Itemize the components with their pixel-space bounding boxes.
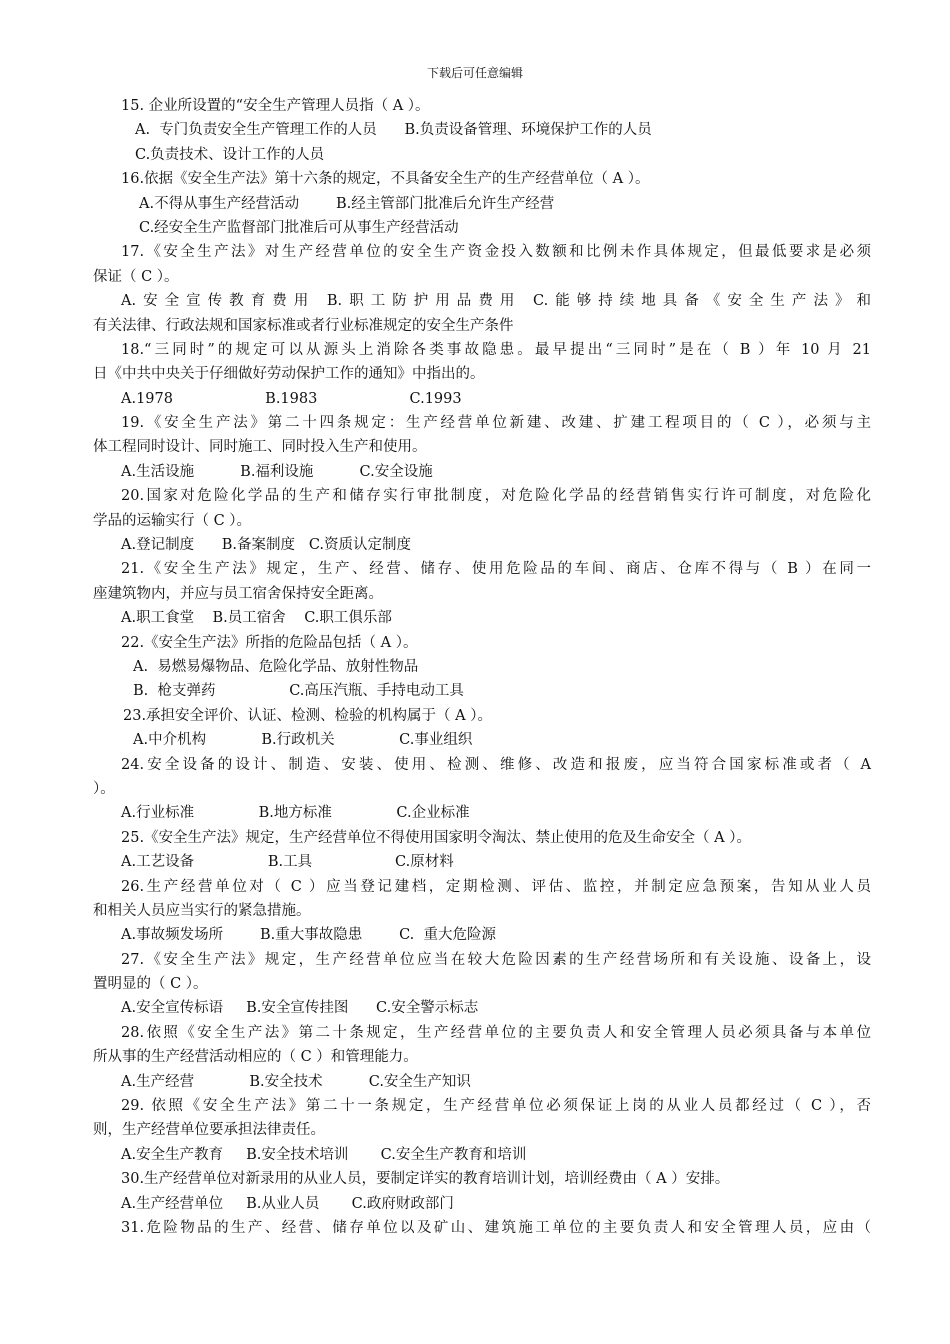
text-line: 26.生产经营单位对（ C ）应当登记建档，定期检测、评估、监控，并制定应急预案，告知从业人员: [121, 878, 871, 895]
text-line: 则，生产经营单位要承担法律责任。: [93, 1122, 325, 1139]
text-line: A.1978 B.1983 C.1993: [121, 390, 462, 407]
text-line: A.职工食堂 B.员工宿舍 C.职工俱乐部: [121, 610, 392, 627]
text-line: A.行业标准 B.地方标准 C.企业标准: [121, 805, 470, 822]
text-line: 体工程同时设计、同时施工、同时投入生产和使用。: [93, 439, 427, 456]
text-line: 20.国家对危险化学品的生产和储存实行审批制度，对危险化学品的经营销售实行许可制度，对危险化: [121, 488, 871, 505]
text-line: 保证（ C ）。: [93, 268, 179, 285]
text-line: 座建筑物内，并应与员工宿舍保持安全距离。: [93, 585, 383, 602]
text-line: C.负责技术、设计工作的人员: [135, 146, 325, 163]
text-line: A.生产经营 B.安全技术 C.安全生产知识: [121, 1073, 471, 1090]
text-line: A.生产经营单位 B.从业人员 C.政府财政部门: [121, 1195, 454, 1212]
text-line: 24.安全设备的设计、制造、安装、使用、检测、维修、改造和报废，应当符合国家标准或者（ A: [121, 756, 871, 773]
text-line: 27.《安全生产法》规定，生产经营单位应当在较大危险因素的生产经营场所和有关设施、设备上，设: [121, 951, 871, 968]
text-line: 29. 依照《安全生产法》第二十一条规定，生产经营单位必须保证上岗的从业人员都经过（ C ），否: [121, 1098, 871, 1115]
text-line: 18.“三同时”的规定可以从源头上消除各类事故隐患。最早提出“三同时”是在（ B ）年 10 月 21: [121, 341, 871, 358]
text-line: 所从事的生产经营活动相应的（ C ）和管理能力。: [93, 1049, 418, 1066]
text-line: 25.《安全生产法》规定，生产经营单位不得使用国家明令淘汰、禁止使用的危及生命安全（ A ）。: [121, 829, 751, 846]
document-body: [93, 94, 871, 1240]
text-line: 和相关人员应当实行的紧急措施。: [93, 902, 311, 919]
text-line: A.不得从事生产经营活动 B.经主管部门批准后允许生产经营: [139, 195, 555, 212]
text-line: 学品的运输实行（ C ）。: [93, 512, 252, 529]
text-line: A.安全宣传标语 B.安全宣传挂图 C.安全警示标志: [121, 1000, 479, 1017]
text-line: A.工艺设备 B.工具 C.原材料: [121, 854, 454, 871]
text-line: A.安全生产教育 B.安全技术培训 C.安全生产教育和培训: [121, 1146, 527, 1163]
text-line: 30.生产经营单位对新录用的从业人员，要制定详实的教育培训计划，培训经费由（ A ）安排。: [121, 1171, 730, 1188]
text-line: 17.《安全生产法》对生产经营单位的安全生产资金投入数额和比例未作具体规定，但最低要求是必须: [121, 244, 871, 261]
text-line: A.登记制度 B.备案制度 C.资质认定制度: [121, 537, 412, 554]
text-line: A.事故频发场所 B.重大事故隐患 C. 重大危险源: [121, 927, 496, 944]
text-line: 28.依照《安全生产法》第二十条规定，生产经营单位的主要负责人和安全管理人员必须具备与本单位: [121, 1024, 871, 1041]
text-line: C.经安全生产监督部门批准后可从事生产经营活动: [139, 219, 459, 236]
text-line: 21.《安全生产法》规定，生产、经营、储存、使用危险品的车间、商店、仓库不得与（ B ）在同一: [121, 561, 871, 578]
text-line: A.安全宣传教育费用 B.职工防护用品费用 C.能够持续地具备《安全生产法》和: [121, 293, 871, 310]
text-line: 置明显的（ C ）。: [93, 976, 208, 993]
text-line: 有关法律、行政法规和国家标准或者行业标准规定的安全生产条件: [93, 317, 514, 334]
text-line: 23.承担安全评价、认证、检测、检验的机构属于（ A ）。: [123, 707, 492, 724]
text-line: 日《中共中央关于仔细做好劳动保护工作的通知》中指出的。: [93, 366, 485, 383]
text-line: 15. 企业所设置的“安全生产管理人员指（ A ）。: [121, 98, 430, 114]
text-line: ）。: [93, 780, 115, 797]
text-line: 19.《安全生产法》第二十四条规定：生产经营单位新建、改建、扩建工程项目的（ C ），必须与主: [121, 415, 871, 432]
text-line: 31.危险物品的生产、经营、储存单位以及矿山、建筑施工单位的主要负责人和安全管理人员，应由（: [121, 1219, 871, 1236]
text-line: A. 易燃易爆物品、危险化学品、放射性物品: [133, 658, 419, 675]
text-line: B. 枪支弹药 C.高压汽瓶、手持电动工具: [133, 683, 464, 700]
text-line: 22.《安全生产法》所指的危险品包括（ A ）。: [121, 634, 418, 651]
text-line: A.中介机构 B.行政机关 C.事业组织: [133, 732, 473, 749]
page-header: 下载后可任意编辑: [426, 66, 523, 80]
text-line: A.生活设施 B.福利设施 C.安全设施: [121, 463, 433, 480]
text-line: 16.依据《安全生产法》第十六条的规定，不具备安全生产的生产经营单位（ A ）。: [121, 171, 650, 188]
text-line: A. 专门负责安全生产管理工作的人员 B.负责设备管理、环境保护工作的人员: [135, 122, 652, 139]
